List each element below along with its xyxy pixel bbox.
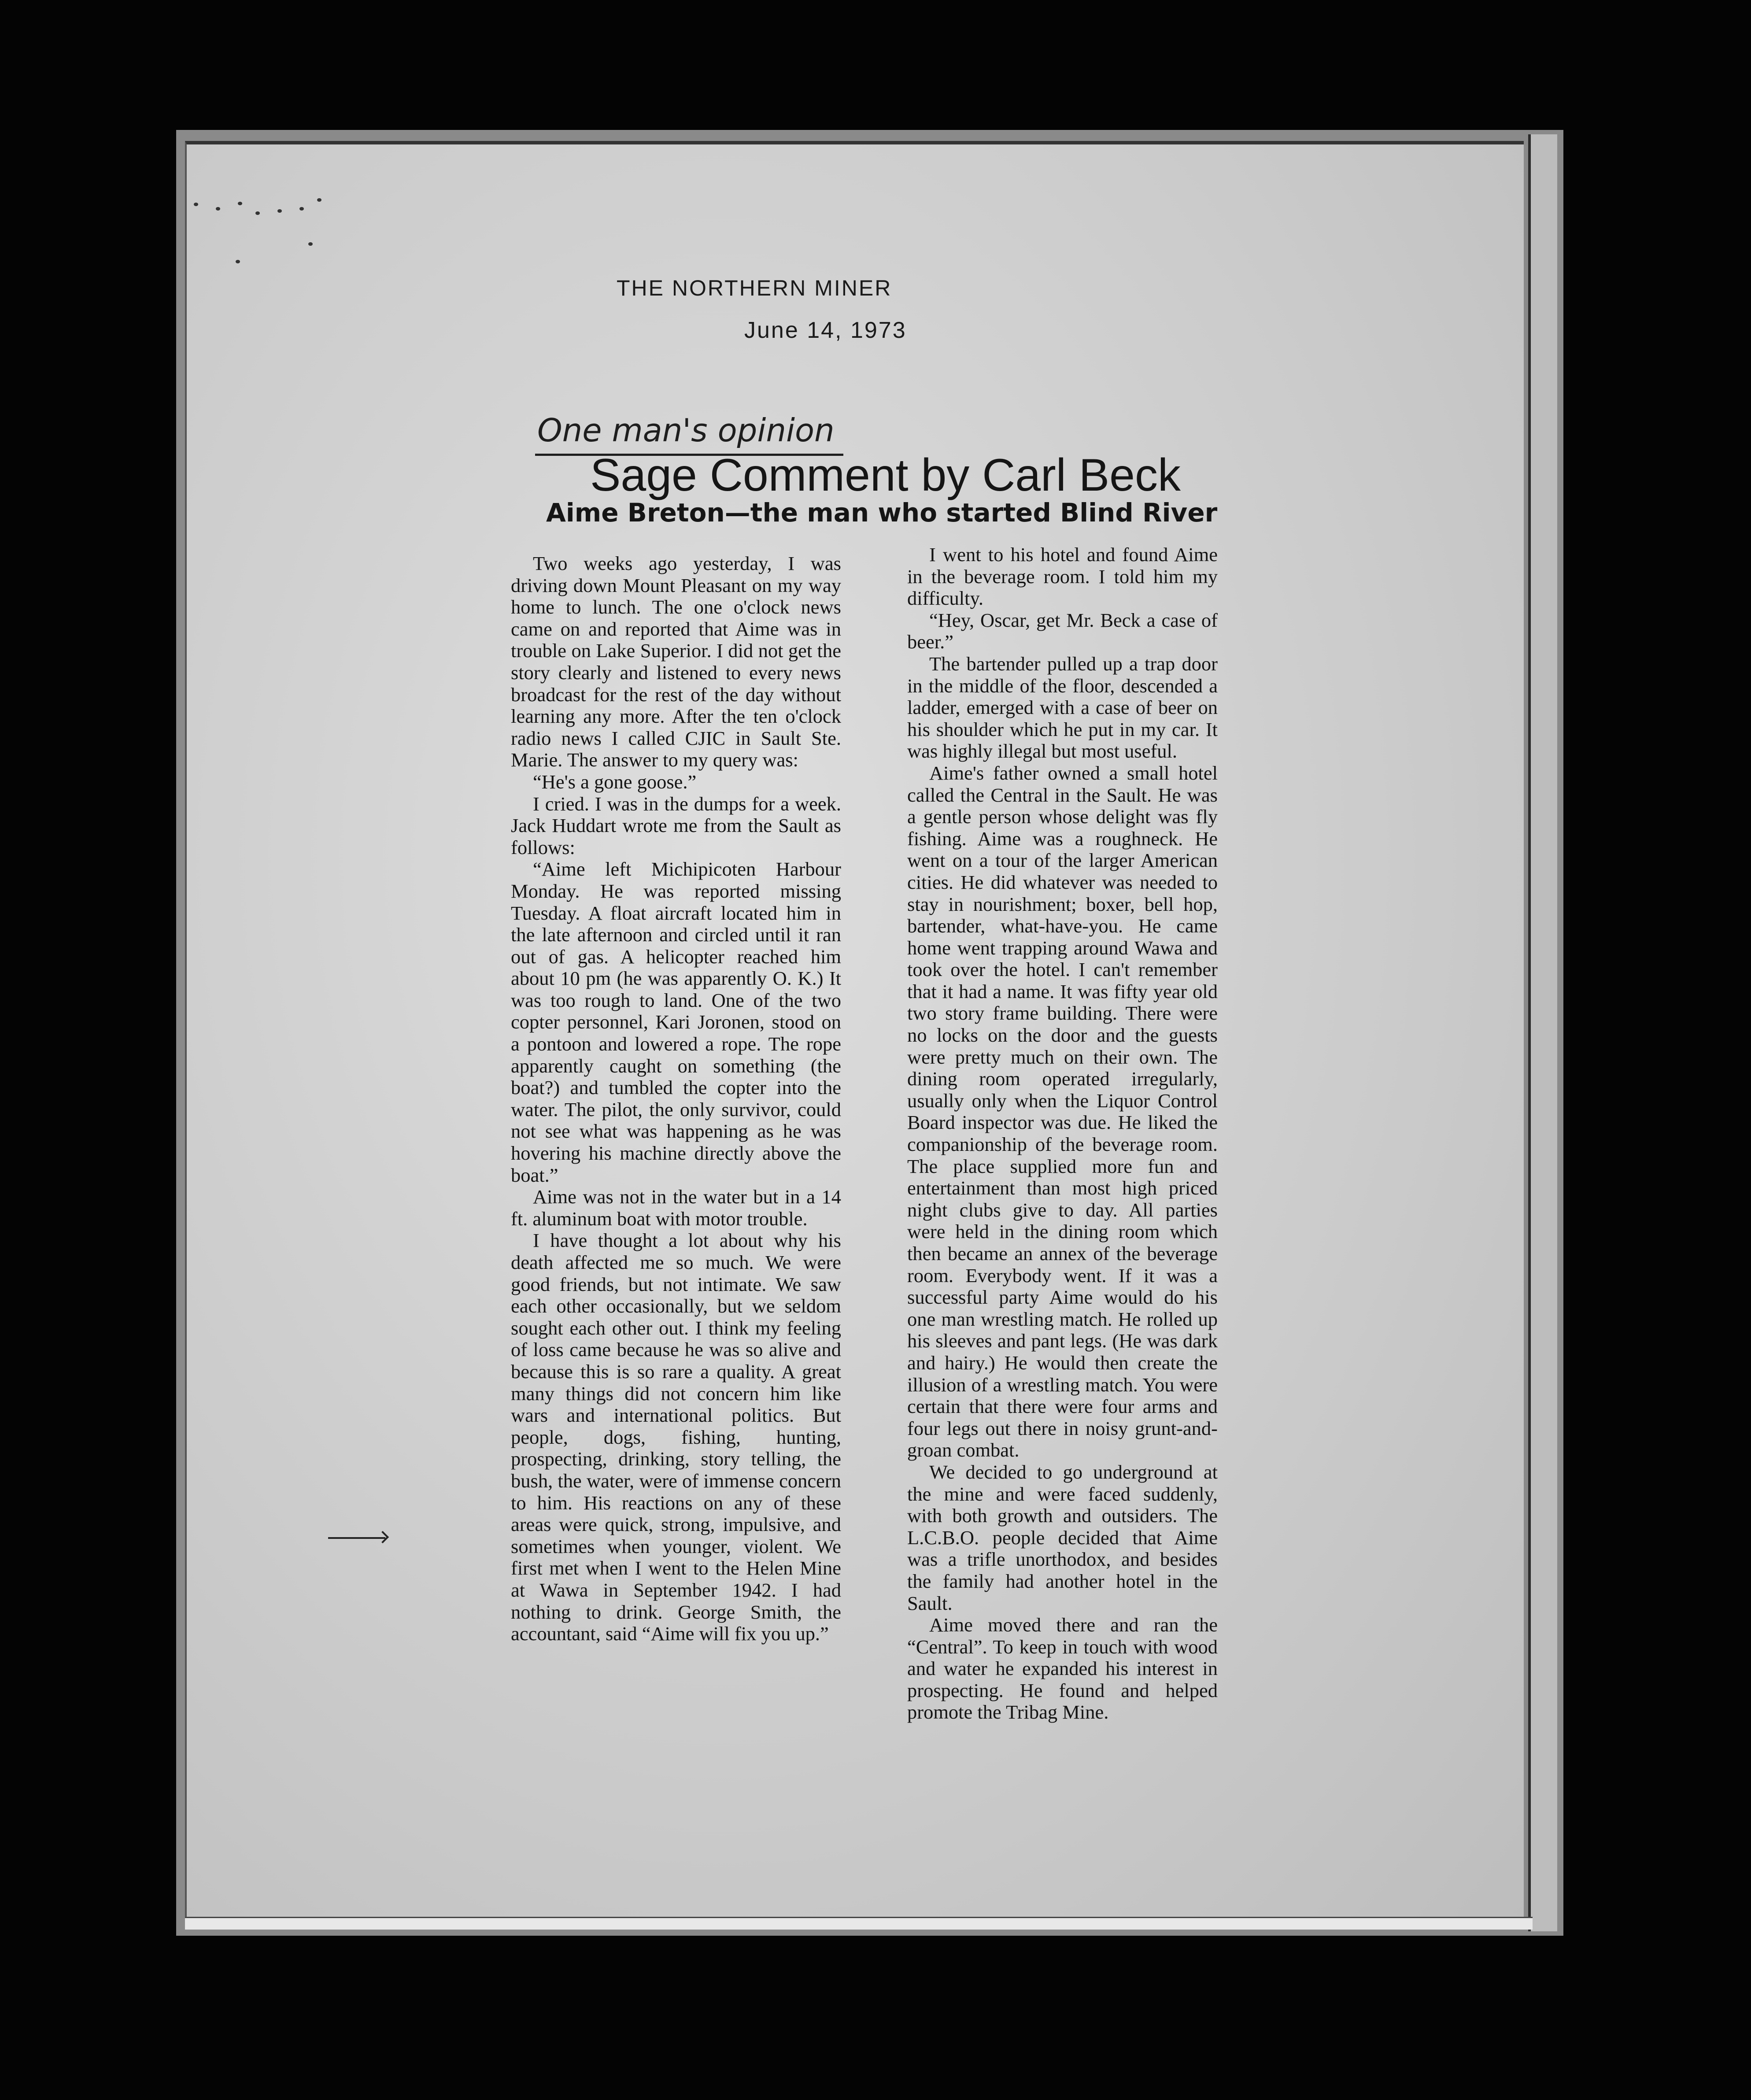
paragraph: Aime's father owned a small hotel called the Central in the Sault. He was a gentle person whose delight was fly fishing. Aime was a roughneck. He went on a tour of the larger American cities. He did whatever was needed to stay in nourishment; boxer, bell hop, bartender, what-have-you. He came home went trapping around Wawa and took over the hotel. I can't remember that it had a name. It was fifty year old two story frame building. There were no locks on the door and the guests were pretty much on their own. The dining room operated irregularly, usually only when the Liquor Control Board inspector was due. He liked the companionship of the beverage room. The place supplied more fun and entertainment than most high priced night clubs give to day. All parties were held in the dining room which then became an annex of the beverage room. Everybody went. If it was a successful party Aime would do his one man wrestling match. He rolled up his sleeves and pant legs. (He was dark and hairy.) He would then create the illusion of a wrestling match. You were certain that there were four arms and four legs out there in noisy grunt-and-groan combat.	[907, 762, 1218, 1461]
paragraph: “He's a gone goose.”	[533, 770, 697, 793]
paragraph: We decided to go underground at the mine and were faced suddenly, with both growth and outsiders. The L.C.B.O. people decided that Aime was a trifle unorthodox, and besides the family had another hotel in the Sault.	[907, 1460, 1218, 1614]
paragraph: Two weeks ago yesterday, I was driving down Mount Pleasant on my way home to lunch. The one o'clock news came on and reported that Aime was in trouble on Lake Superior. I did not get the story clearly and listened to every news broadcast for the rest of the day without learning any more. After the ten o'clock radio news I called CJIC in Sault Ste. Marie. The answer to my query was:	[511, 552, 841, 771]
subheadline: Aime Breton—the man who started Blind River	[546, 498, 1218, 528]
column-kicker: One man's opinion	[537, 412, 835, 449]
page-bottom-edge	[185, 1917, 1533, 1930]
speck	[216, 207, 220, 211]
speck	[299, 207, 304, 211]
speck	[317, 198, 321, 202]
speck	[277, 209, 282, 213]
page-edge	[1528, 134, 1557, 1931]
paragraph: Aime was not in the water but in a 14 ft. aluminum boat with motor trouble.	[511, 1186, 841, 1230]
speck	[236, 260, 240, 263]
publication-date: June 14, 1973	[744, 318, 907, 343]
paragraph: I have thought a lot about why his death affected me so much. We were good friends, but not intimate. We saw each other occasionally, but we seldom sought each other out. I think my feeling of loss came because he was so alive and because this is so rare a quality. A great many things did not concern him like wars and international politics. But people, dogs, fishing, hunting, prospecting, drinking, story telling, the bush, the water, were of immense concern to him. His reactions on any of these areas were quick, strong, impulsive, and sometimes when younger, violent. We first met when I went to the Helen Mine at Wawa in September 1942. I had nothing to drink. George Smith, the accountant, said “Aime will fix you up.”	[511, 1229, 841, 1645]
speck	[238, 202, 242, 205]
publication-name: THE NORTHERN MINER	[617, 276, 892, 300]
article-column-right	[907, 544, 1218, 1723]
paragraph: “Aime left Michipicoten Harbour Monday. He was reported missing Tuesday. A float aircraft located him in the late afternoon and circled until it ran out of gas. A helicopter reached him about 10 pm (he was apparently O. K.) It was too rough to land. One of the two copter personnel, Kari Joronen, stood on a pontoon and lowered a rope. The rope apparently caught on something (the boat?) and tumbled the copter into the water. The pilot, the only survivor, could not see what was happening as he was hovering his machine directly above the boat.”	[511, 858, 841, 1186]
paragraph: “Hey, Oscar, get Mr. Beck a case of beer.”	[907, 609, 1218, 653]
paragraph: I cried. I was in the dumps for a week. Jack Huddart wrote me from the Sault as follows:	[511, 792, 841, 858]
speck	[308, 242, 313, 246]
clipping-page	[185, 141, 1524, 1925]
speck	[255, 211, 260, 215]
paragraph: Aime moved there and ran the “Central”. To keep in touch with wood and water he expanded his interest in prospecting. He found and helped promote the Tribag Mine.	[907, 1614, 1218, 1723]
paragraph: The bartender pulled up a trap door in the middle of the floor, descended a ladder, emerged with a case of beer on his shoulder which he put in my car. It was highly illegal but most useful.	[907, 652, 1218, 762]
margin-arrow-mark	[328, 1537, 385, 1539]
speck	[194, 203, 198, 206]
print-specks	[189, 189, 348, 277]
headline: Sage Comment by Carl Beck	[590, 450, 1181, 501]
article-column-left	[511, 553, 841, 1645]
paragraph: I went to his hotel and found Aime in the beverage room. I told him my difficulty.	[907, 543, 1218, 610]
